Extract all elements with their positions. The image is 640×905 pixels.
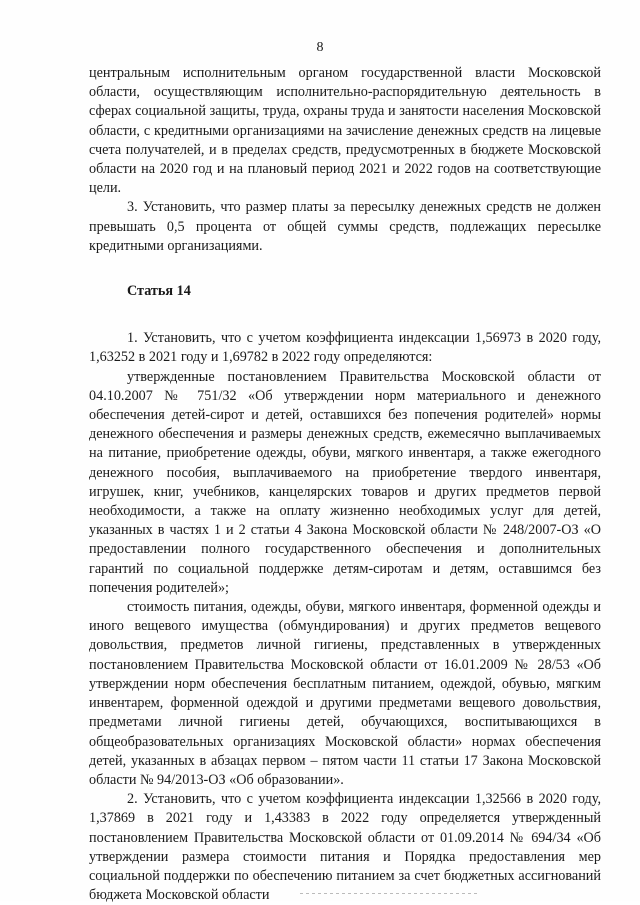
paragraph-item-2: 2. Установить, что с учетом коэффициента индексации 1,32566 в 2020 году, 1,37869 в 2021 году и 1,43383 в 2022 году определяется утвержденный постановлением Правительства Московской области от 01.09.2014 № 694/34 «Об утверждении размера стоимости питания и Порядка предоставления мер социальной поддержки по обеспечению питанием за счет бюджетных ассигнований бюджета Московской области bbox=[89, 791, 601, 904]
paragraph-norms-orphans: утвержденные постановлением Правительства Московской области от 04.10.2007 № 751/32 «Об утверждении норм материального и денежного обеспечения детей-сирот и детей, оставшихся без попечения родителей» нормы денежного обеспечения и размеры денежных средств, ежемесячно выплачиваемых на питание, приобретение одежды, обуви, мягкого инвентаря, а также ежегодного денежного пособия, выплачиваемого на приобретение твердого инвентаря, игрушек, книг, учебников, канцелярских товаров и других предметов первой необходимости, а также на оплату жизненно необходимых услуг для детей, указанных в частях 1 и 2 статьи 4 Закона Московской области № 248/2007-ОЗ «О предоставлении полного государственного обеспечения и дополнительных гарантий по социальной поддержке детям-сиротам и детям, оставшимся без попечения родителей»; bbox=[89, 368, 601, 596]
paragraph-cost-supplies: стоимость питания, одежды, обуви, мягкого инвентаря, форменной одежды и иного вещевого имущества (обмундирования) и других предметов вещевого довольствия, предметов личной гигиены, представленных в утвержденных постановлением Правительства Московской области от 16.01.2009 № 28/53 «Об утверждении норм обеспечения бесплатным питанием, одеждой, обувью, мягким инвентарем, форменной одеждой и другими предметами вещевого довольствия, предметами личной гигиены детей, обучающихся, воспитывающихся в общеобразовательных организациях Московской области» нормах обеспечения детей, указанных в абзацах первом – пятом части 11 статьи 17 Закона Московской области № 94/2013-ОЗ «Об образовании». bbox=[89, 599, 601, 788]
paragraph-continuation: центральным исполнительным органом государственной власти Московской области, осуществляющим исполнительно-распорядительную деятельность в сферах социальной защиты, труда, охраны труда и занятости населения Московской области, с кредитными организациями на зачисление денежных средств на лицевые счета получателей, и в пределах средств, предусмотренных в бюджете Московской области на 2020 год и на плановый период 2021 и 2022 годов на соответствующие цели. bbox=[89, 65, 601, 197]
paragraph-item-1: 1. Установить, что с учетом коэффициента индексации 1,56973 в 2020 году, 1,63252 в 2021 году и 1,69782 в 2022 году определяются: bbox=[89, 330, 601, 366]
page-edge-mark bbox=[300, 893, 480, 894]
paragraph-item-3: 3. Установить, что размер платы за пересылку денежных средств не должен превышать 0,5 процента от общей суммы средств, подлежащих пересылке кредитными организациями. bbox=[89, 199, 601, 254]
article-heading: Статья 14 bbox=[127, 283, 191, 300]
document-body bbox=[89, 64, 601, 905]
page-number: 8 bbox=[316, 40, 324, 55]
